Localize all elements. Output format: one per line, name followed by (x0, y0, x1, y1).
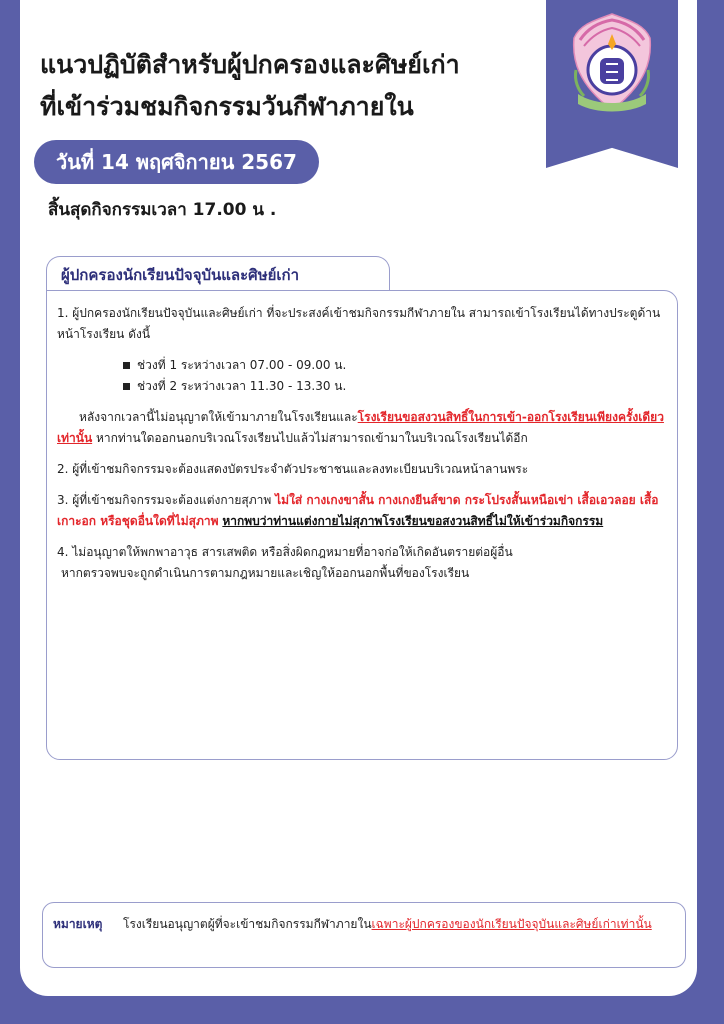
rule-4-line-1: 4. ไม่อนุญาตให้พกพาอาวุธ สารเสพติด หรือสิ่งผิดกฎหมายที่อาจก่อให้เกิดอันตรายต่อผู้อื่น (57, 545, 513, 559)
end-time-text: สิ้นสุดกิจกรรมเวลา 17.00 น . (48, 200, 277, 220)
note-text-intro: โรงเรียนอนุญาตผู้ที่จะเข้าชมกิจกรรมกีฬาภายใน (123, 917, 372, 931)
rule-4-line-2: หากตรวจพบจะถูกดำเนินการตามกฎหมายและเชิญให้ออกนอกพื้นที่ของโรงเรียน (61, 566, 470, 580)
rule-2: 2. ผู้ที่เข้าชมกิจกรรมจะต้องแสดงบัตรประจำตัวประชาชนและลงทะเบียนบริเวณหน้าลานพระ (57, 462, 529, 476)
entry-restriction-paragraph (57, 407, 667, 449)
school-crest-icon (566, 10, 658, 120)
note-text (123, 913, 675, 935)
rule-3 (57, 490, 667, 532)
time-slot-2: ช่วงที่ 2 ระหว่างเวลา 11.30 - 13.30 น. (123, 376, 667, 397)
section-tab-heading: ผู้ปกครองนักเรียนปัจจุบันและศิษย์เก่า (46, 256, 390, 290)
note-label: หมายเหตุ (53, 917, 103, 931)
dress-code-prohibited-items: ไม่ใส่ กางเกงขาสั้น กางเกงยีนส์ขาด กระโปรงสั้นเหนือเข่า เสื้อเอวลอย เสื้อเกาะอก หรือชุดอื่นใดที่ไม่สุภาพ (57, 493, 659, 528)
time-slot-list (123, 355, 667, 397)
rule-1: 1. ผู้ปกครองนักเรียนปัจจุบันและศิษย์เก่า ที่จะประสงค์เข้าชมกิจกรรมกีฬาภายใน สามารถเข้าโรงเรียนได้ทางประตูด้านหน้าโรงเรียน ดังนี้ (57, 306, 661, 341)
page-title (40, 44, 540, 128)
dress-code-enforcement: หากพบว่าท่านแต่งกายไม่สุภาพโรงเรียนขอสงวนสิทธิ์ไม่ให้เข้าร่วมกิจกรรม (222, 514, 604, 528)
title-line-2: ที่เข้าร่วมชมกิจกรรมวันกีฬาภายใน (40, 92, 414, 121)
entry-restriction-tail: หากท่านใดออกนอกบริเวณโรงเรียนไปแล้วไม่สามารถเข้ามาในบริเวณโรงเรียนได้อีก (92, 431, 528, 445)
rules-panel (46, 290, 678, 760)
note-panel (42, 902, 686, 968)
rule-3-intro: 3. ผู้ที่เข้าชมกิจกรรมจะต้องแต่งกายสุภาพ (57, 493, 276, 507)
note-text-highlight: เฉพาะผู้ปกครองของนักเรียนปัจจุบันและศิษย์เก่าเท่านั้น (371, 917, 652, 931)
time-slot-1: ช่วงที่ 1 ระหว่างเวลา 07.00 - 09.00 น. (123, 355, 667, 376)
reentry-warning-highlight: โรงเรียนขอสงวนสิทธิ์ในการเข้า-ออกโรงเรียนเพียงครั้งเดียวเท่านั้น (57, 410, 664, 445)
title-line-1: แนวปฏิบัติสำหรับผู้ปกครองและศิษย์เก่า (40, 50, 460, 79)
rule-4 (57, 542, 667, 584)
entry-restriction-intro: หลังจากเวลานี้ไม่อนุญาตให้เข้ามาภายในโรงเรียนและ (79, 410, 358, 424)
event-date-badge: วันที่ 14 พฤศจิกายน 2567 (34, 140, 319, 184)
